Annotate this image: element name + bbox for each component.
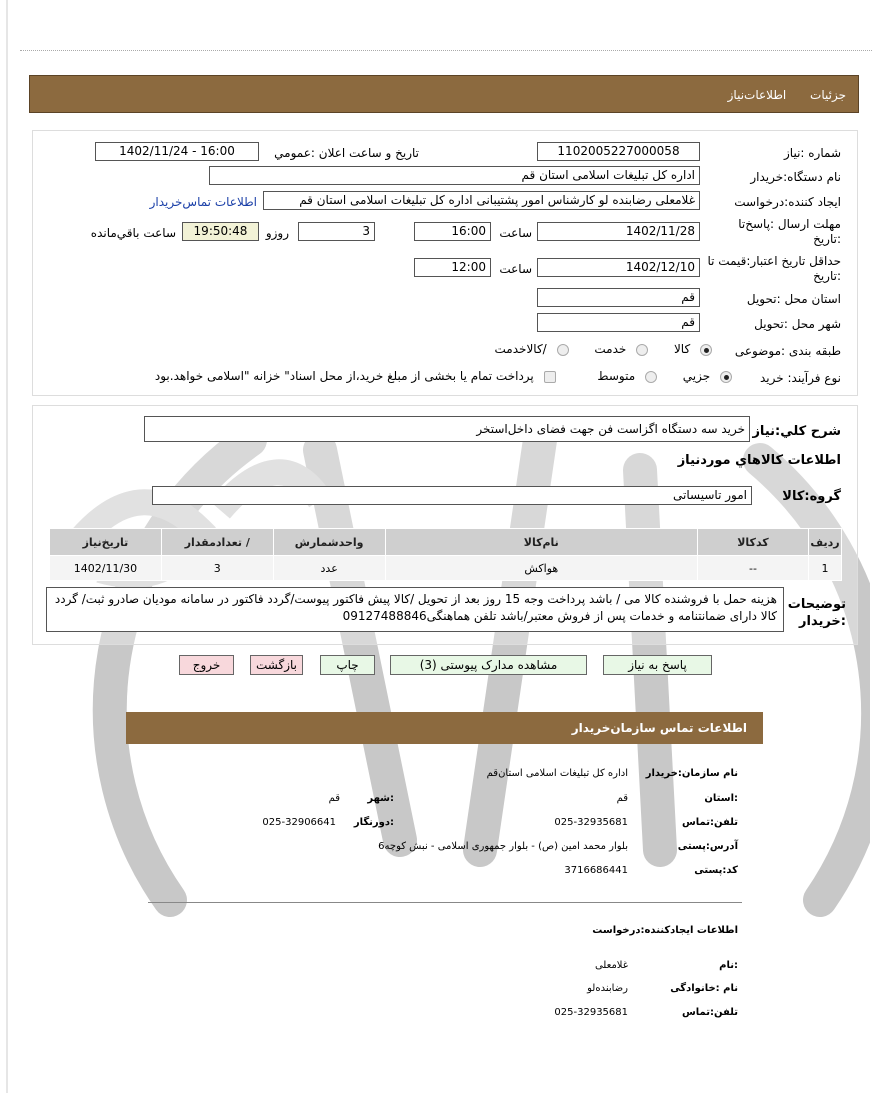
city-contact-value: قم	[328, 793, 340, 804]
contact-divider	[148, 902, 742, 903]
deadline-time-field[interactable]: 16:00	[414, 222, 491, 241]
view-attachments-button[interactable]: مشاهده مدارک پیوستی (3)	[390, 655, 587, 675]
deadline-label	[711, 217, 841, 247]
phone-label: تلفن:تماس	[681, 817, 738, 828]
validity-date-field[interactable]: 1402/12/10	[537, 258, 700, 277]
city-label: شهر محل :تحویل	[754, 317, 841, 331]
cell-row-no: 1	[809, 556, 842, 581]
process-option-medium: متوسط	[597, 369, 636, 383]
remaining-time-field: 19:50:48	[182, 222, 259, 241]
page-header-bar	[29, 75, 859, 113]
phone-value: 025-32935681	[554, 817, 628, 828]
deadline-date-field[interactable]: 1402/11/28	[537, 222, 700, 241]
address-value: بلوار محمد امین (ص) - بلوار جمهوری اسلامی - نبش کوچه6	[378, 841, 628, 852]
col-quantity: / تعدادمقدار	[161, 529, 273, 556]
deadline-time-label: ساعت	[499, 226, 532, 240]
creator-field[interactable]: غلامعلی رضابنده لو کارشناس امور پشتیبانی اداره کل تبلیغات اسلامی استان قم	[263, 191, 700, 210]
col-item-name: نام‌کالا	[385, 529, 697, 556]
col-unit: واحدشمارش	[273, 529, 385, 556]
buyer-org-label: نام دستگاه:خریدار	[750, 170, 841, 184]
city-field[interactable]: قم	[537, 313, 700, 332]
col-item-code: کدکالا	[697, 529, 808, 556]
buyer-contact-link[interactable]: اطلاعات تماس‌خریدار	[149, 195, 257, 209]
province-field[interactable]: قم	[537, 288, 700, 307]
validity-time-field[interactable]: 12:00	[414, 258, 491, 277]
creator-info-title: اطلاعات ایجادکننده:درخواست	[592, 925, 738, 936]
last-name-value: رضابنده‌لو	[587, 983, 628, 994]
need-number-label: شماره :نیاز	[784, 146, 841, 160]
tab-details[interactable]: جزئیات	[810, 88, 846, 102]
cell-unit: عدد	[273, 556, 385, 581]
announce-datetime-field[interactable]: 1402/11/24 - 16:00	[95, 142, 259, 161]
exit-button[interactable]: خروج	[179, 655, 234, 675]
days-field[interactable]: 3	[298, 222, 375, 241]
creator-label: ایجاد کننده:درخواست	[734, 195, 841, 209]
items-table-header	[50, 529, 842, 556]
first-name-label: :نام	[719, 960, 738, 971]
days-label: روزو	[265, 226, 289, 240]
process-label: نوع فرآیند: خرید	[760, 371, 841, 385]
treasury-checkbox-label: پرداخت تمام یا بخشی از مبلغ خرید،از محل اسناد" خزانه "اسلامی خواهد.بود	[154, 369, 534, 383]
buyer-notes-field: هزینه حمل با فروشنده کالا می / باشد پرداخت وجه 15 روز بعد از تحویل /کالا پیش فاکتور پیوست/گردد فاکتور در سامانه مودیان صادرو ثبت/ گردد کالا دارای ضمانتنامه و خدمات پس از فروش معتبر/باشد تلفن هماهنگی09127488846	[46, 587, 784, 632]
org-value: اداره کل تبلیغات اسلامی استان‌قم	[486, 768, 628, 779]
postal-code-label: کد:پستی	[694, 865, 738, 876]
group-label: گروه:کالا	[782, 489, 841, 504]
category-radio-service[interactable]	[636, 344, 648, 356]
org-label: نام سازمان:خریدار	[645, 768, 738, 779]
summary-label: شرح کلي:نیاز	[752, 424, 841, 439]
process-radio-medium[interactable]	[645, 371, 657, 383]
postal-code-value: 3716686441	[564, 865, 628, 876]
cell-item-code: --	[697, 556, 808, 581]
category-radio-goods-service[interactable]	[557, 344, 569, 356]
buyer-contact-title: اطلاعات تماس سازمان‌خریدار	[571, 721, 747, 735]
reply-button[interactable]: پاسخ به نیاز	[603, 655, 712, 675]
fax-value: 025-32906641	[262, 817, 336, 828]
process-options	[149, 369, 732, 383]
cell-quantity: 3	[161, 556, 273, 581]
validity-label	[701, 254, 841, 284]
province-contact-label: :استان	[704, 793, 738, 804]
items-section-title: اطلاعات کالاهاي موردنیاز	[677, 453, 841, 468]
cell-need-date: 1402/11/30	[50, 556, 162, 581]
col-row-no: ردیف	[809, 529, 842, 556]
category-option-goods-service: /کالاخدمت	[494, 342, 547, 356]
cell-item-name: هواکش	[385, 556, 697, 581]
process-option-minor: جزيي	[682, 369, 711, 383]
need-number-field[interactable]: 1102005227000058	[537, 142, 700, 161]
category-label: طبقه بندی :موضوعی	[734, 344, 841, 358]
tab-need-info[interactable]: اطلاعات‌نیاز	[727, 88, 787, 102]
summary-field[interactable]: خرید سه دستگاه اگزاست فن جهت فضای داخل‌استخر	[144, 416, 750, 442]
left-border	[6, 0, 8, 1093]
category-option-service: خدمت	[594, 342, 627, 356]
province-contact-value: قم	[616, 793, 628, 804]
creator-phone-label: تلفن:تماس	[681, 1007, 738, 1018]
province-label: استان محل :تحویل	[746, 292, 841, 306]
first-name-value: غلامعلی	[594, 960, 628, 971]
process-radio-minor[interactable]	[720, 371, 732, 383]
creator-phone-value: 025-32935681	[554, 1007, 628, 1018]
print-button[interactable]: چاپ	[320, 655, 375, 675]
table-row	[50, 556, 842, 581]
items-table	[49, 528, 842, 581]
buyer-contact-header	[126, 712, 763, 744]
back-button[interactable]: بازگشت	[250, 655, 303, 675]
top-divider	[20, 50, 872, 52]
deadline-label-text: مهلت ارسال :پاسخ‌تا :تاریخ	[738, 217, 841, 246]
announce-label: تاریخ و ساعت اعلان :عمومي	[274, 146, 419, 160]
last-name-label: نام :خانوادگی	[670, 983, 738, 994]
category-options	[489, 342, 712, 356]
col-need-date: تاریخ‌نیاز	[50, 529, 162, 556]
validity-time-label: ساعت	[499, 262, 532, 276]
category-radio-goods[interactable]	[700, 344, 712, 356]
validity-label-text: حداقل تاریخ اعتبار:قیمت تا :تاریخ	[707, 254, 841, 283]
address-label: آدرس:پستی	[677, 841, 738, 852]
city-contact-label: :شهر	[367, 793, 394, 804]
buyer-notes-label-line2: :خریدار	[799, 614, 846, 629]
buyer-org-field[interactable]: اداره کل تبلیغات اسلامی استان قم	[209, 166, 700, 185]
group-field[interactable]: امور تاسیساتی	[152, 486, 752, 505]
category-option-goods: کالا	[673, 342, 691, 356]
buyer-notes-label-line1: توضیحات	[787, 597, 846, 612]
buyer-notes-label	[788, 596, 846, 630]
treasury-checkbox[interactable]	[544, 371, 556, 383]
remaining-label: ساعت باقي‌مانده	[90, 226, 176, 240]
fax-label: :دورنگار	[353, 817, 394, 828]
